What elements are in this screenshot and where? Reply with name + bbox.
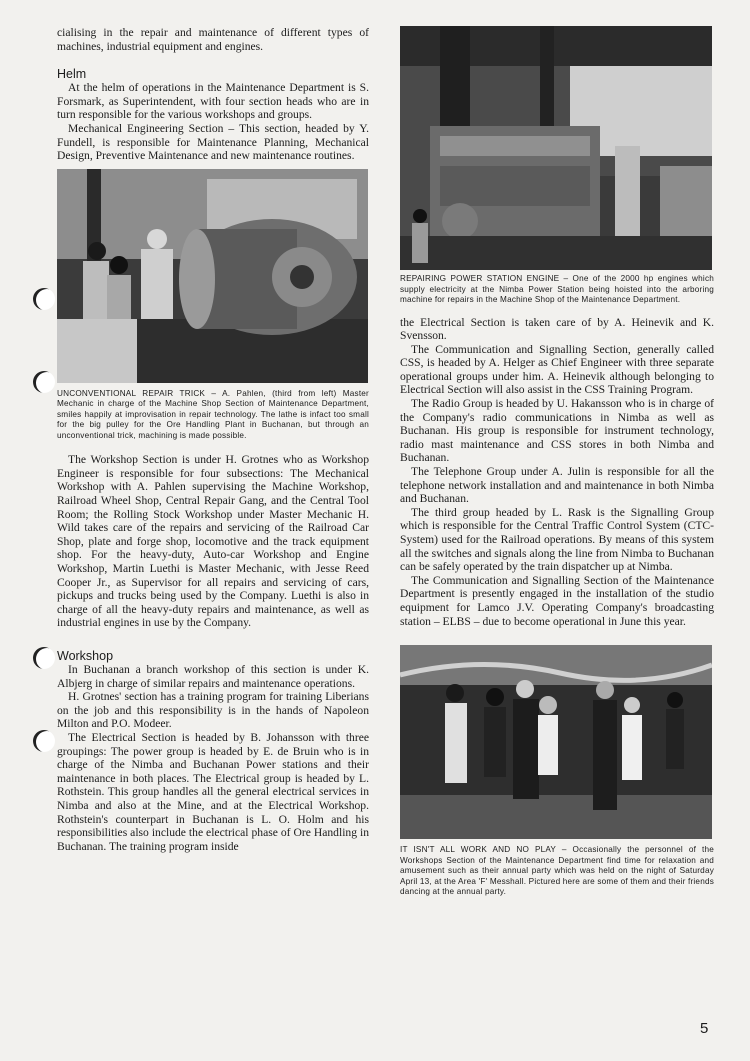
binder-hole	[33, 730, 55, 752]
dance-party-photo-caption: IT ISN'T ALL WORK AND NO PLAY – Occasionally the personnel of the Workshops Section of the Maintenance Department find time for relaxation and amusement such as their annual party which was held on the night of Saturday April 13, at the Area 'F' Messhall. Pictured here are some of them and their friends dancing at the annual party.	[400, 845, 714, 897]
helm-paragraph: At the helm of operations in the Maintenance Department is S. Forsmark, as Superintendent, with four section heads who are in turn responsible for the various workshops and groups.	[57, 81, 369, 122]
mechanical-section-paragraph: Mechanical Engineering Section – This section, headed by Y. Fundell, is responsible for Maintenance Planning, Mechanical Design, Preventive Maintenance and new maintenance routines.	[57, 121, 369, 163]
training-program-paragraph: H. Grotnes' section has a training program for training Liberians on the job and this responsibility is in the hands of Napoleon Milton and P.O. Modeer.	[57, 690, 369, 731]
binder-hole	[33, 288, 55, 310]
helm-heading: Helm	[57, 67, 87, 82]
radio-group-paragraph: The Radio Group is headed by U. Hakansson who is in charge of the Company's radio communications in Nimba as well as Buchanan. His group is responsible for instrument technology, radio mast maintenance and CSS stores in both Nimba and Buchanan.	[400, 397, 714, 465]
left-column	[57, 26, 369, 853]
lathe-photo-caption: UNCONVENTIONAL REPAIR TRICK – A. Pahlen, (third from left) Master Mechanic in charge of the Machine Shop Section of Maintenance Department, smiles happily at improvisation in repair technology. The lathe is infact too small for the big pulley for the Ore Handling Plant in Buchanan, but through an unconventional trick, machining is made possible.	[57, 388, 369, 440]
electrical-section-paragraph: The Electrical Section is headed by B. Johansson with three groupings: The power group is headed by E. de Bruin who is in charge of the Nimba and Buchanan Power stations and their maintenance in both places. The Electrical group is headed by L. Rothstein. This group handles all the general electrical services in Nimba and also at the Mine, and at the Electrical Workshop. Rothstein's counterpart in Buchanan is L. O. Holm and his responsibilities also include the electrical phase of Ore Handling in Buchanan. The training program inside	[57, 730, 369, 853]
dance-party-photo	[400, 645, 712, 839]
workshop-heading: Workshop	[57, 648, 114, 663]
power-station-photo-caption: REPAIRING POWER STATION ENGINE – One of the 2000 hp engines which supply electricity at the Nimba Power Station being hoisted into the arboring machine for repairs in the Machine Shop of the Maintenance Department.	[400, 274, 714, 304]
studio-installation-paragraph: The Communication and Signalling Section of the Maintenance Department is presently engaged in the installation of the studio equipment for Lamco J.V. Operating Company's broadcasting station – ELBS – due to become operational in June this year.	[400, 573, 714, 628]
right-column	[400, 26, 714, 898]
power-station-engine-photo	[400, 26, 712, 270]
binder-hole	[33, 647, 55, 669]
page-number: 5	[700, 1020, 709, 1037]
intro-paragraph: cialising in the repair and maintenance of different types of machines, industrial equipment and engines.	[57, 26, 369, 53]
workshop-section-paragraph: The Workshop Section is under H. Grotnes who as Workshop Engineer is responsible for four subsections: The Mechanical Workshop with A. Pahlen supervising the Machine Workshop, Railroad Wheel Shop, Central Repair Gang, and the Central Tool Room; the Rolling Stock Workshop under Master Mechanic H. Wild takes care of the repairs and servicing of the Railroad Car Shop, plate and forge shop, locomotive and the track equipment shop. For the heavy-duty, Auto-car Workshop and Engine Workshop, Martin Luethi is Master Mechanic, with Jesse Reed Cooper Jr., as Supervisor for all repairs and servicing of cars, pickups and trucks being used by the Company. Luethi is also in charge of all the heavy-duty repairs and maintenance, as well as industrial engines in use by the Company.	[57, 453, 369, 630]
binder-hole	[33, 371, 55, 393]
telephone-group-paragraph: The Telephone Group under A. Julin is responsible for all the telephone network installation and and maintenance in both Nimba and Buchanan.	[400, 465, 714, 506]
signalling-group-paragraph: The third group headed by L. Rask is the Signalling Group which is responsible for the Central Traffic Control System (CTC-System) used for the Railroad operations. By means of this system all the switches and signals along the line from Nimba to Buchanan can be safely operated by the train dispatcher up at Nimba.	[400, 505, 714, 574]
buchanan-workshop-paragraph: In Buchanan a branch workshop of this section is under K. Albjerg in charge of similar repairs and maintenance operations.	[57, 662, 369, 690]
lathe-photo	[57, 169, 368, 383]
css-paragraph: The Communication and Signalling Section, generally called CSS, is headed by A. Helger as Chief Engineer with three separate operational groups under him. A. Heinevik although belonging to Electrical Section will also assist in the CSS Training Program.	[400, 342, 714, 397]
electrical-continued-paragraph: the Electrical Section is taken care of by A. Heinevik and K. Svensson.	[400, 315, 714, 343]
